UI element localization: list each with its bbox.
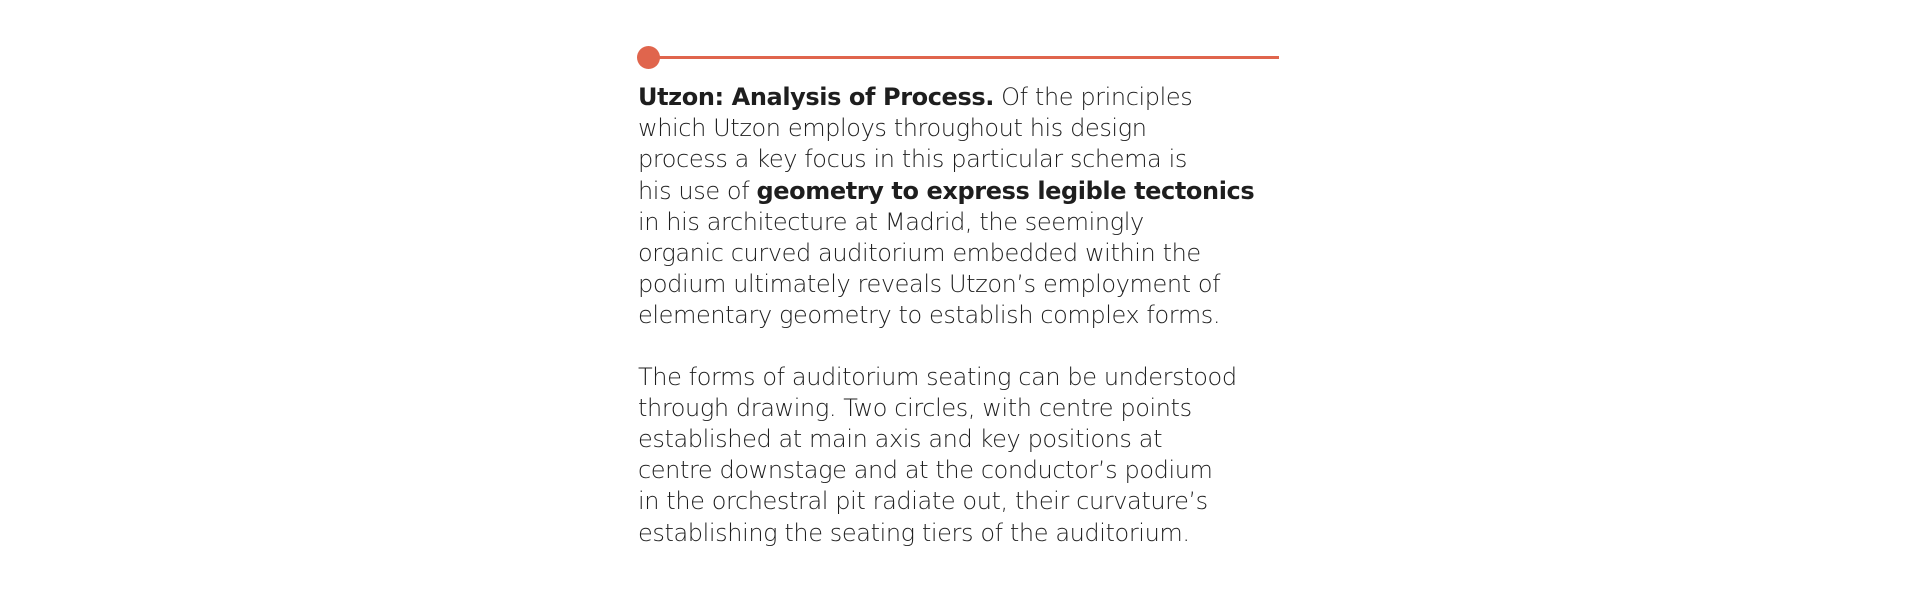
section-divider: [637, 46, 1279, 70]
paragraph-line: [638, 176, 1298, 207]
paragraph-line: podium ultimately reveals Utzon’s employment of: [638, 270, 1221, 299]
emphasis-text: geometry to express legible tectonics: [756, 176, 1255, 205]
paragraph-line: The forms of auditorium seating can be understood: [638, 362, 1237, 391]
line-text: his use of: [638, 176, 757, 205]
paragraph-line: through drawing. Two circles, with centre points: [638, 393, 1192, 422]
paragraph-line: elementary geometry to establish complex forms.: [638, 301, 1221, 330]
paragraph-spacer: [638, 332, 1298, 362]
section-heading: Utzon: Analysis of Process.: [638, 83, 994, 111]
paragraph-line: centre downstage and at the conductor’s podium: [638, 456, 1213, 485]
paragraph-line: in his architecture at Madrid, the seemingly: [638, 207, 1144, 236]
paragraph-line: establishing the seating tiers of the auditorium.: [638, 518, 1190, 547]
paragraph-line: organic curved auditorium embedded within the: [638, 239, 1201, 268]
body-text: [638, 82, 1298, 549]
paragraph-1: [638, 82, 1298, 332]
paragraph-line: [638, 82, 1298, 113]
paragraph-line: established at main axis and key positions at: [638, 425, 1163, 454]
paragraph-line: in the orchestral pit radiate out, their curvature’s: [638, 487, 1208, 516]
paragraph-line: process a key focus in this particular schema is: [638, 145, 1187, 174]
divider-dot-bullet: [637, 46, 660, 69]
paragraph-2: [638, 362, 1298, 549]
line-text: Of the principles: [993, 83, 1193, 111]
divider-line: [649, 56, 1279, 59]
paragraph-line: which Utzon employs throughout his design: [638, 114, 1147, 143]
